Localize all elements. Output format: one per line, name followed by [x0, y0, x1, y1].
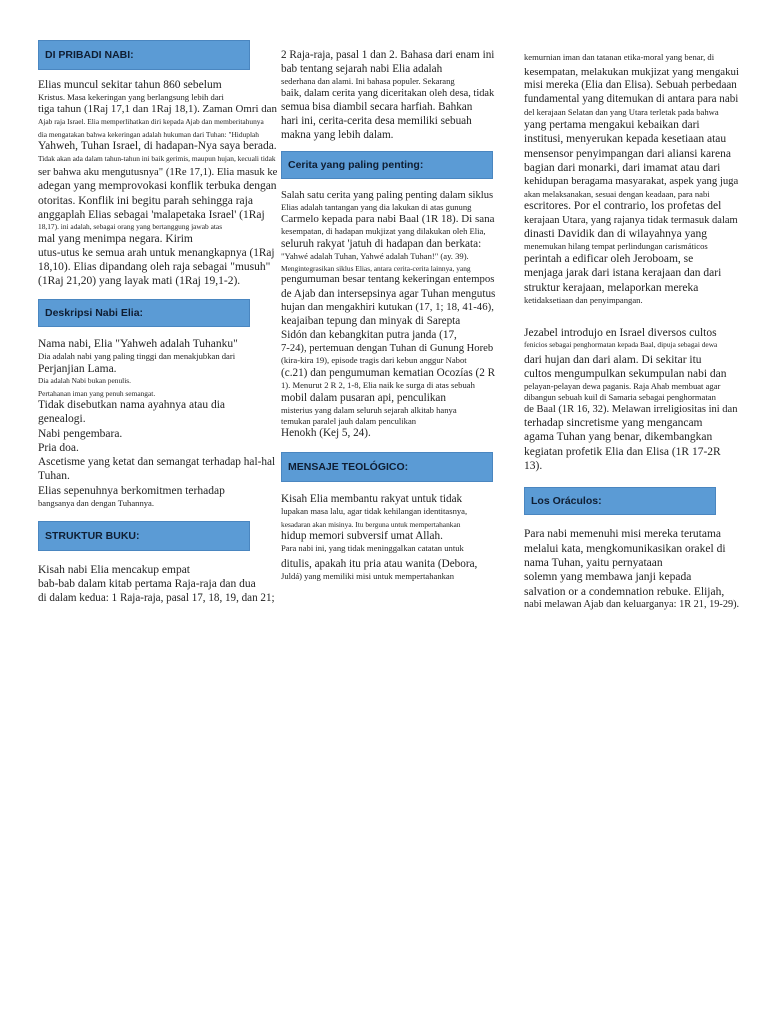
text-line: utus-utus ke semua arah untuk menangkapnya (1Raj [38, 246, 275, 259]
text-line: perintah a edificar oleh Jeroboam, se [524, 253, 694, 266]
text-line: Sidón dan kebangkitan putra janda (17, [281, 329, 457, 342]
text-line: pelayan-pelayan dewa paganis. Raja Ahab membuat agar [524, 381, 721, 392]
text-line: Para nabi ini, yang tidak meninggalkan catatan untuk [281, 543, 464, 554]
text-line: semua bisa diambil secara harfiah. Bahkan [281, 100, 473, 113]
text-line: Elias muncul sekitar tahun 860 sebelum [38, 79, 222, 91]
text-line: nabi melawan Ajab dan keluarganya: 1R 21, 19-29). [524, 599, 740, 611]
text-line: keajaiban tepung dan minyak di Sarepta [281, 315, 461, 328]
text-line: menjaga jarak dari istana kerajaan dan dari [524, 267, 722, 280]
section-header-los-oraculos: Los Oráculos: [524, 487, 716, 515]
text-line: Carmelo kepada para nabi Baal (1R 18). Di sana [281, 212, 495, 225]
text-line: otoritas. Konflik ini begitu parah sehingga raja [38, 194, 253, 207]
text-line: melalui kata, mengkomunikasikan orakel di [524, 542, 726, 555]
text-line: Ajab raja Israel. Elia memperlihatkan diri kepada Ajab dan memberitahunya [38, 116, 264, 126]
section-header-deskripsi-nabi: Deskripsi Nabi Elia: [38, 299, 250, 327]
text-line: salvation or a condemnation rebuke. Elijah, [524, 585, 725, 598]
column-3 [524, 52, 740, 612]
column-1 [38, 40, 278, 606]
paragraph-deskripsi-nabi [38, 337, 278, 509]
section-header-mensaje-teologico: MENSAJE TEOLÓGICO: [281, 452, 493, 482]
text-line: 18,17). ini adalah, sebagai orang yang bertanggung jawab atas [38, 222, 223, 232]
paragraph-mensaje-teologico [281, 492, 496, 581]
text-line: menemukan hilang tempat perlindungan carismáticos [524, 241, 708, 252]
text-line: Juldá) yang memiliki misi untuk mempertahankan [281, 571, 455, 582]
paragraph-los-oraculos [524, 527, 740, 612]
text-line: Henokh (Kej 5, 24). [281, 427, 371, 440]
text-line: institusi, menyerukan kepada kesetiaan atau [524, 133, 727, 146]
text-line: di dalam kedua: 1 Raja-raja, pasal 17, 18, 19, dan 21; [38, 591, 275, 604]
text-line: 1). Menurut 2 R 2, 1-8, Elia naik ke surga di atas sebuah [281, 380, 475, 391]
paragraph-struktur-buku-cont [281, 48, 496, 142]
text-line: sederhana dan alami. Ini bahasa populer. Sekarang [281, 76, 455, 86]
text-line: escritores. Por el contrario, los profetas del [524, 200, 722, 213]
text-line: agama Tuhan yang benar, dikembangkan [524, 431, 713, 444]
column-2 [281, 48, 496, 582]
text-line: struktur kerajaan, melaporkan mereka [524, 281, 699, 294]
text-line: bangsanya dan dengan Tuhannya. [38, 498, 154, 509]
text-line: yang pertama mengakui kebaikan dari [524, 118, 700, 131]
text-line: 2 Raja-raja, pasal 1 dan 2. Bahasa dari enam ini [281, 49, 495, 61]
text-line: Nama nabi, Elia "Yahweh adalah Tuhanku" [38, 337, 238, 350]
text-line: Nabi pengembara. [38, 427, 123, 440]
text-line: anggaplah Elias sebagai 'malapetaka Israel' (1Raj [38, 208, 265, 221]
text-line: misi mereka (Elia dan Elisa). Sebuah perbedaan [524, 79, 737, 92]
text-line: genealogi. [38, 413, 86, 426]
text-line: hari ini, cerita-cerita desa memiliki sebuah [281, 114, 472, 127]
section-header-struktur-buku: STRUKTUR BUKU: [38, 521, 250, 551]
text-line: kesempatan, di hadapan mukjizat yang dilakukan oleh Elia, [281, 226, 486, 237]
text-line: dari hujan dan dari alam. Di sekitar itu [524, 353, 702, 366]
text-line: baik, dalam cerita yang diceritakan oleh desa, tidak [281, 87, 495, 99]
text-line: lupakan masa lalu, agar tidak kehilangan identitasnya, [281, 506, 468, 517]
text-line: Pria doa. [38, 441, 79, 454]
text-line: fenicios sebagai penghormatan kepada Baal, dipuja sebagai dewa [524, 340, 718, 350]
text-line: del kerajaan Selatan dan yang Utara terletak pada bahwa [524, 107, 719, 118]
text-line: Dia adalah Nabi bukan penulis. [38, 376, 131, 386]
text-line: kerajaan Utara, yang rajanya tidak termasuk dalam [524, 214, 738, 226]
text-line: nama Tuhan, yaitu pernyataan [524, 557, 663, 570]
text-line: Yahweh, Tuhan Israel, di hadapan-Nya saya berada. [38, 140, 277, 153]
text-line: akan melaksanakan, sesuai dengan keadaan, para nabi [524, 188, 710, 199]
paragraph-mensaje-cont [524, 52, 740, 306]
text-line: hidup memori subversif umat Allah. [281, 530, 443, 543]
text-line: pengumuman besar tentang kekeringan entempos [281, 273, 495, 286]
text-line: tiga tahun (1Raj 17,1 dan 1Raj 18,1). Zaman Omri dan [38, 103, 277, 116]
text-line: Dia adalah nabi yang paling tinggi dan menakjubkan dari [38, 351, 236, 362]
text-line: bab-bab dalam kitab pertama Raja-raja dan dua [38, 578, 256, 591]
text-line: bagian dari monarki, dari imamat atau dari [524, 161, 721, 174]
text-line: 7-24), pertemuan dengan Tuhan di Gunung Horeb [281, 343, 494, 355]
text-line: Jezabel introdujo en Israel diversos cultos [524, 326, 717, 339]
text-line: adegan yang memprovokasi konflik terbuka dengan [38, 180, 277, 193]
text-line: kegiatan profetik Elia dan Elisa (1R 17-2R [524, 445, 721, 458]
paragraph-struktur-buku [38, 563, 278, 606]
text-line: 18,10). Elias dipandang oleh raja sebagai "musuh" [38, 261, 271, 274]
text-line: hujan dan mengakhiri kutukan (17, 1; 18, 41-46), [281, 300, 494, 313]
text-line: Tuhan. [38, 470, 70, 483]
text-line: solemn yang membawa janji kepada [524, 571, 692, 584]
text-line: de Baal (1R 16, 32). Melawan irreligiositas ini dan [524, 403, 738, 415]
text-line: de Ajab dan intersepsinya agar Tuhan mengutus [281, 287, 496, 300]
text-line: mobil dalam pusaran api, penculikan [281, 391, 446, 404]
text-line: 13). [524, 459, 543, 472]
text-line: ditulis, apakah itu pria atau wanita (Debora, [281, 558, 478, 571]
text-line: kehidupan beragama masyarakat, aspek yang juga [524, 175, 739, 188]
text-line: temukan paralel jauh dalam penculikan [281, 415, 417, 426]
text-line: Kisah Elia membantu rakyat untuk tidak [281, 493, 463, 506]
text-line: Elias adalah tantangan yang dia lakukan di atas gunung [281, 201, 472, 212]
text-line: kesempatan, melakukan mukjizat yang mengakui [524, 65, 740, 78]
text-line: makna yang lebih dalam. [281, 128, 394, 141]
text-line: Tidak akan ada dalam tahun-tahun ini baik gerimis, maupun hujan, kecuali tidak [38, 153, 276, 163]
text-line: kesadaran akan misinya. Itu berguna untuk mempertahankan [281, 520, 461, 530]
text-line: dibangun sebuah kuil di Samaria sebagai penghormatan [524, 392, 716, 402]
text-line: Ascetisme yang ketat dan semangat terhadap hal-hal [38, 456, 276, 469]
text-line: mal yang menimpa negara. Kirim [38, 232, 193, 245]
text-line: misterius yang dalam seluruh sejarah alkitab hanya [281, 404, 457, 415]
text-line: Para nabi memenuhi misi mereka terutama [524, 528, 722, 541]
paragraph-cerita-penting [281, 189, 496, 441]
text-line: (1Raj 21,20) yang layak mati (1Raj 19,1-2). [38, 275, 241, 288]
text-line: Kristus. Masa kekeringan yang berlangsung lebih dari [38, 92, 224, 103]
text-line: kemurnian iman dan tatanan etika-moral yang benar, di [524, 52, 715, 62]
text-line: (kira-kira 19), episode tragis dari kebun anggur Nabot [281, 355, 467, 366]
section-header-pribadi-nabi: DI PRIBADI NABI: [38, 40, 250, 70]
text-line: Salah satu cerita yang paling penting dalam siklus [281, 189, 494, 201]
text-line: ser bahwa aku mengutusnya" (1Re 17,1). Elia masuk ke [38, 165, 278, 178]
text-line: dinasti Davidik dan di wilayahnya yang [524, 227, 708, 240]
text-line: Mengintegrasikan siklus Elias, antara cerita-cerita lainnya, yang [281, 263, 471, 273]
text-line: Tidak disebutkan nama ayahnya atau dia [38, 398, 226, 411]
paragraph-jezabel [524, 326, 740, 473]
text-line: cultos mengumpulkan sekumpulan nabi dan [524, 367, 727, 380]
text-line: Elias sepenuhnya berkomitmen terhadap [38, 484, 225, 497]
text-line: bab tentang sejarah nabi Elia adalah [281, 63, 443, 75]
text-line: mensensor penyimpangan dari aliansi karena [524, 147, 731, 160]
text-line: Perjanjian Lama. [38, 362, 117, 375]
text-line: (c.21) dan pengumuman kematian Ocozías (2 R [281, 367, 496, 380]
text-line: ketidaksetiaan dan penyimpangan. [524, 295, 643, 306]
text-line: dia mengatakan bahwa kekeringan adalah hukuman dari Tuhan: "Hiduplah [38, 129, 259, 139]
text-line: fundamental yang ditemukan di antara para nabi [524, 93, 739, 106]
text-line: Pertahanan iman yang penuh semangat. [38, 388, 156, 398]
paragraph-pribadi-nabi [38, 78, 278, 289]
section-header-cerita-penting: Cerita yang paling penting: [281, 151, 493, 179]
text-line: seluruh rakyat 'jatuh di hadapan dan berkata: [281, 238, 482, 251]
text-line: terhadap sincretisme yang mengancam [524, 416, 703, 429]
text-line: "Yahwé adalah Tuhan, Yahwé adalah Tuhan!" (ay. 39). [281, 251, 469, 262]
text-line: Kisah nabi Elia mencakup empat [38, 563, 191, 576]
